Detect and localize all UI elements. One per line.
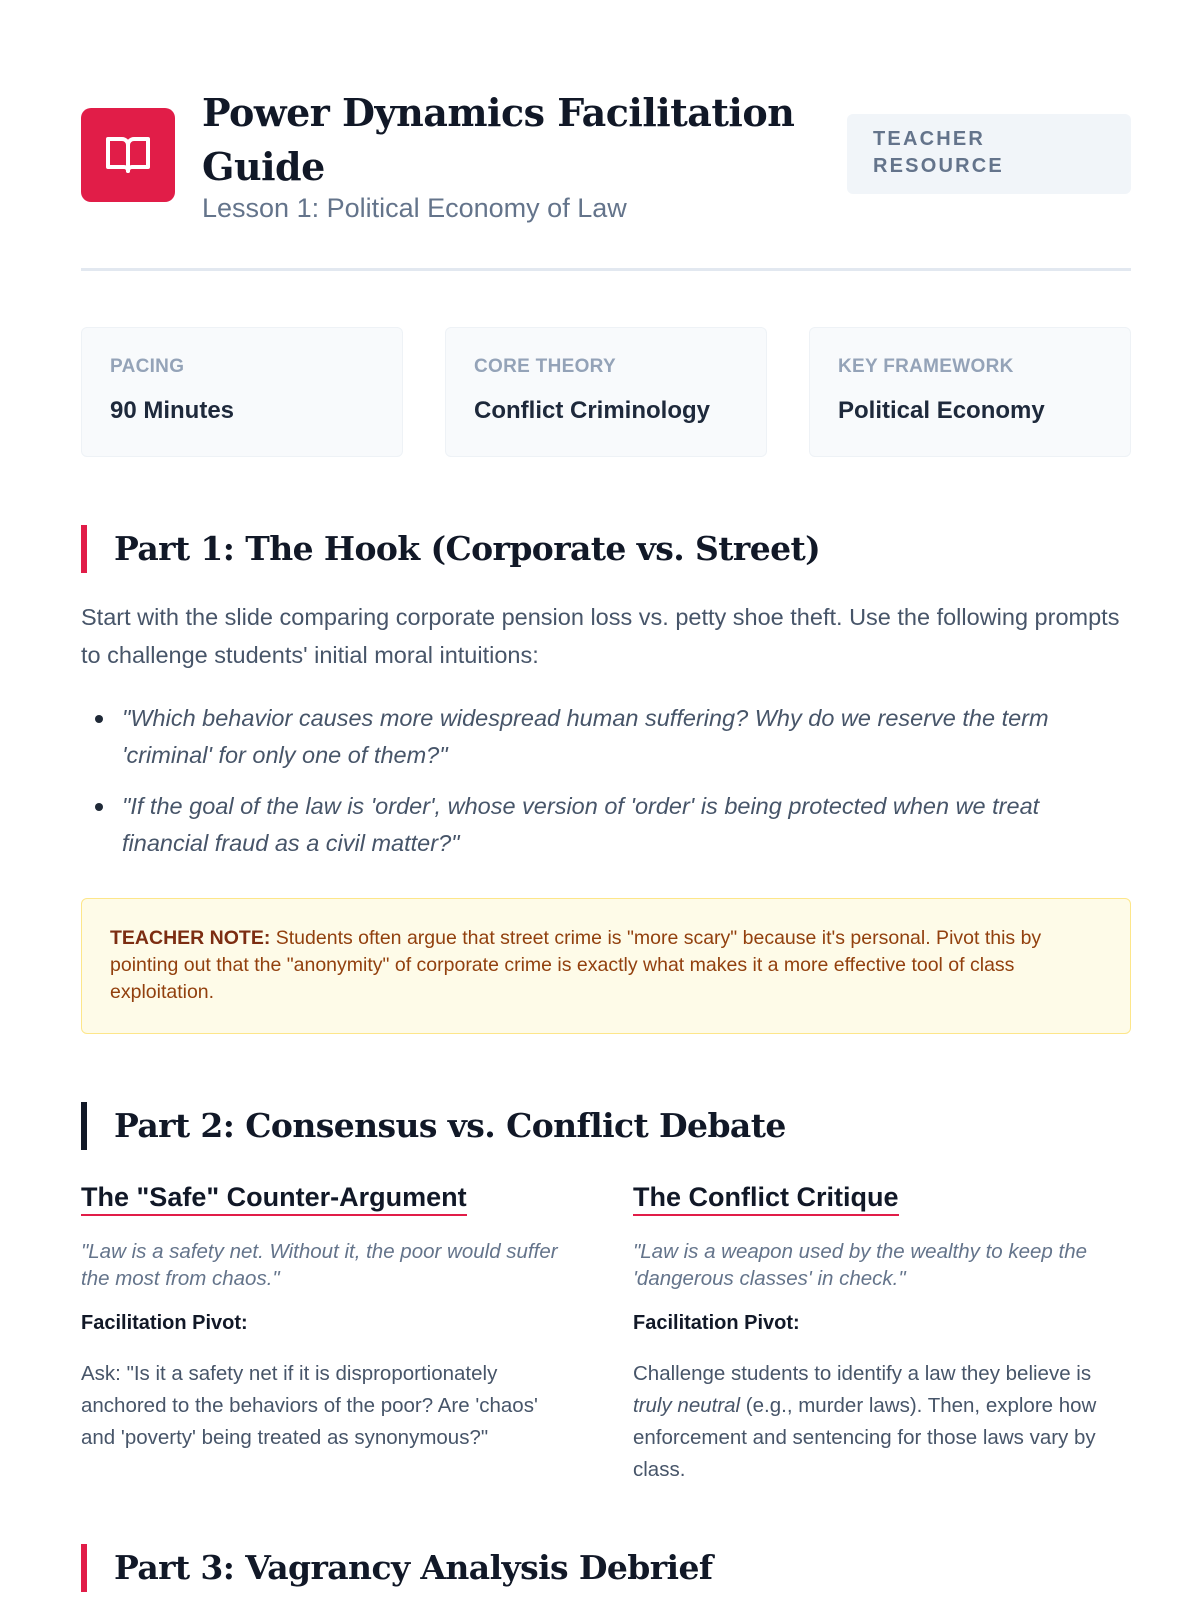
section-heading-part3 xyxy=(81,1544,1131,1592)
facilitation-pivot-text xyxy=(633,1358,1123,1486)
meta-card-core-theory xyxy=(445,327,767,457)
safe-counter-argument-column xyxy=(81,1180,571,1454)
bullet-icon xyxy=(95,803,103,811)
page-title: Power Dynamics Facilitation Guide xyxy=(202,90,795,189)
section-accent-bar xyxy=(81,525,87,573)
part1-intro: Start with the slide comparing corporate pension loss vs. petty shoe theft. Use the following prompts to challenge students' initial moral intuitions: xyxy=(81,604,1120,668)
column-quote: "Law is a weapon used by the wealthy to keep the 'dangerous classes' in check." xyxy=(633,1240,1088,1290)
column-title: The "Safe" Counter-Argument xyxy=(81,1180,467,1216)
list-item xyxy=(81,700,1131,774)
meta-value: Conflict Criminology xyxy=(474,397,710,424)
teacher-note-label: TEACHER NOTE: xyxy=(110,927,271,949)
pivot-text-start: Challenge students to identify a law they believe is xyxy=(633,1362,1092,1385)
prompt-text: "If the goal of the law is 'order', whose version of 'order' is being protected when we treat financial fraud as a civil matter?" xyxy=(122,793,1040,856)
meta-card-key-framework xyxy=(809,327,1131,457)
teacher-note-text: Students often argue that street crime is "more scary" because it's personal. Pivot this by pointing out that the "anonymity" of corporate crime is exactly what makes it a more effective tool of class exploitation. xyxy=(110,927,1042,1003)
header-divider xyxy=(81,268,1131,271)
list-item xyxy=(81,788,1131,862)
meta-label: PACING xyxy=(110,356,185,377)
teacher-resource-badge: TEACHER RESOURCE xyxy=(847,114,1131,194)
prompt-text: "Which behavior causes more widespread human suffering? Why do we reserve the term 'criminal' for only one of them?" xyxy=(122,705,1049,768)
facilitation-pivot-text: Ask: "Is it a safety net if it is disproportionately anchored to the behaviors of the poor? Are 'chaos' and 'poverty' being treated as synonymous?" xyxy=(81,1362,538,1449)
section-title: Part 2: Consensus vs. Conflict Debate xyxy=(114,1106,786,1145)
discussion-prompts xyxy=(81,700,1131,876)
guide-header xyxy=(81,86,1131,226)
column-title: The Conflict Critique xyxy=(633,1180,899,1216)
meta-value: 90 Minutes xyxy=(110,397,235,424)
conflict-critique-column xyxy=(633,1180,1123,1486)
column-quote: "Law is a safety net. Without it, the poor would suffer the most from chaos." xyxy=(81,1240,558,1290)
page-subtitle: Lesson 1: Political Economy of Law xyxy=(202,193,627,223)
section-title: Part 1: The Hook (Corporate vs. Street) xyxy=(114,529,821,568)
pivot-text-emphasis: truly neutral xyxy=(633,1394,741,1417)
facilitation-pivot-label: Facilitation Pivot: xyxy=(81,1312,248,1334)
meta-value: Political Economy xyxy=(838,397,1045,424)
meta-card-pacing xyxy=(81,327,403,457)
lesson-meta xyxy=(81,327,1131,457)
facilitation-pivot-label: Facilitation Pivot: xyxy=(633,1312,800,1334)
guide-logo xyxy=(81,108,175,202)
meta-label: CORE THEORY xyxy=(474,356,616,377)
section-accent-bar xyxy=(81,1544,87,1592)
open-book-icon xyxy=(104,133,152,177)
section-heading-part1 xyxy=(81,525,1131,573)
section-title: Part 3: Vagrancy Analysis Debrief xyxy=(114,1548,713,1587)
meta-label: KEY FRAMEWORK xyxy=(838,356,1014,377)
bullet-icon xyxy=(95,715,103,723)
section-accent-bar xyxy=(81,1102,87,1150)
pivot-text-end: (e.g., murder laws). Then, explore how enforcement and sentencing for those laws vary by class. xyxy=(633,1394,1097,1481)
section-heading-part2 xyxy=(81,1102,1131,1150)
facilitation-guide-page xyxy=(81,0,1131,1600)
teacher-note xyxy=(81,898,1131,1034)
